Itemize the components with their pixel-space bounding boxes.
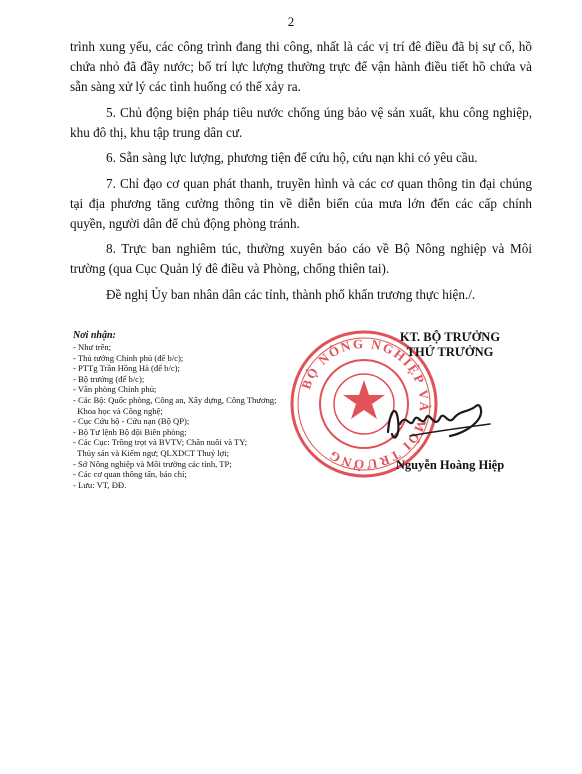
signature-title: KT. BỘ TRƯỞNG [399,330,501,344]
recipients-title: Nơi nhận: [73,330,116,341]
recipient-item: Thủy sản và Kiểm ngư; QLXDCT Thuỷ lợi; [73,447,230,458]
signer-name: Nguyễn Hoàng Hiệp [395,458,505,472]
handwritten-signature [380,390,500,450]
seal-star-icon [343,380,385,419]
recipient-item: - Thủ tướng Chính phủ (để b/c); [73,352,184,363]
recipient-item: - PTTg Trần Hồng Hà (để b/c); [73,363,180,374]
recipient-item: - Sở Nông nghiệp và Môi trường các tỉnh, TP; [73,458,232,469]
paragraph-continuation: trình xung yếu, các công trình đang thi công, nhất là các vị trí đê điều đã bị sự cố, hồ chứa nhỏ đã đầy nước; bố trí lực lượng thường trực để vận hành điều tiết hồ chứa và sẵn sàng xử lý các tình huống có thể xảy ra. [70,39,532,94]
recipient-item: - Các Cục: Trồng trọt và BVTV; Chăn nuôi và TY; [73,437,248,448]
recipient-item: - Lưu: VT, ĐĐ. [73,479,127,490]
recipient-item: - Như trên; [73,342,112,352]
page-number: 2 [287,14,295,29]
paragraph-item-8: 8. Trực ban nghiêm túc, thường xuyên báo cáo về Bộ Nông nghiệp và Môi trường (qua Cục Quản lý đê điều và Phòng, chống thiên tai). [70,241,532,276]
paragraph-closing: Đề nghị Ủy ban nhân dân các tỉnh, thành phố khẩn trương thực hiện./. [106,286,476,302]
paragraph-item-6: 6. Sẵn sàng lực lượng, phương tiện để cứu hộ, cứu nạn khi có yêu cầu. [106,150,478,165]
paragraph-item-5: 5. Chủ động biện pháp tiêu nước chống úng bảo vệ sản xuất, khu công nghiệp, khu đô thị, khu tập trung dân cư. [70,104,532,140]
signature-subtitle: THỨ TRƯỞNG [406,345,494,359]
recipient-item: - Văn phòng Chính phủ; [73,384,157,395]
seal-text: BỘ NÔNG NGHIỆP VÀ MÔI TRƯỜNG [298,335,433,473]
recipients-list [73,342,313,490]
recipient-item: - Các Bộ: Quốc phòng, Công an, Xây dựng, Công Thương; [73,394,277,405]
recipient-item: - Bộ Tư lệnh Bộ đội Biên phòng; [73,426,187,437]
recipient-item: - Bộ trưởng (để b/c); [73,373,145,384]
recipient-item: - Các cơ quan thông tấn, báo chí; [73,469,187,480]
recipient-item: - Cục Cứu hộ - Cứu nạn (Bộ QP); [73,416,190,427]
recipients-block [73,330,313,490]
recipient-item: Khoa học và Công nghệ; [73,405,163,416]
signature-block [298,330,550,480]
document-body [70,37,532,310]
paragraph-item-7: 7. Chỉ đạo cơ quan phát thanh, truyền hình và các cơ quan thông tin đại chúng tại địa phương tăng cường thông tin về diễn biến của mưa lớn đến các cấp chính quyền, người dân để chủ động phòng tránh. [70,175,532,231]
